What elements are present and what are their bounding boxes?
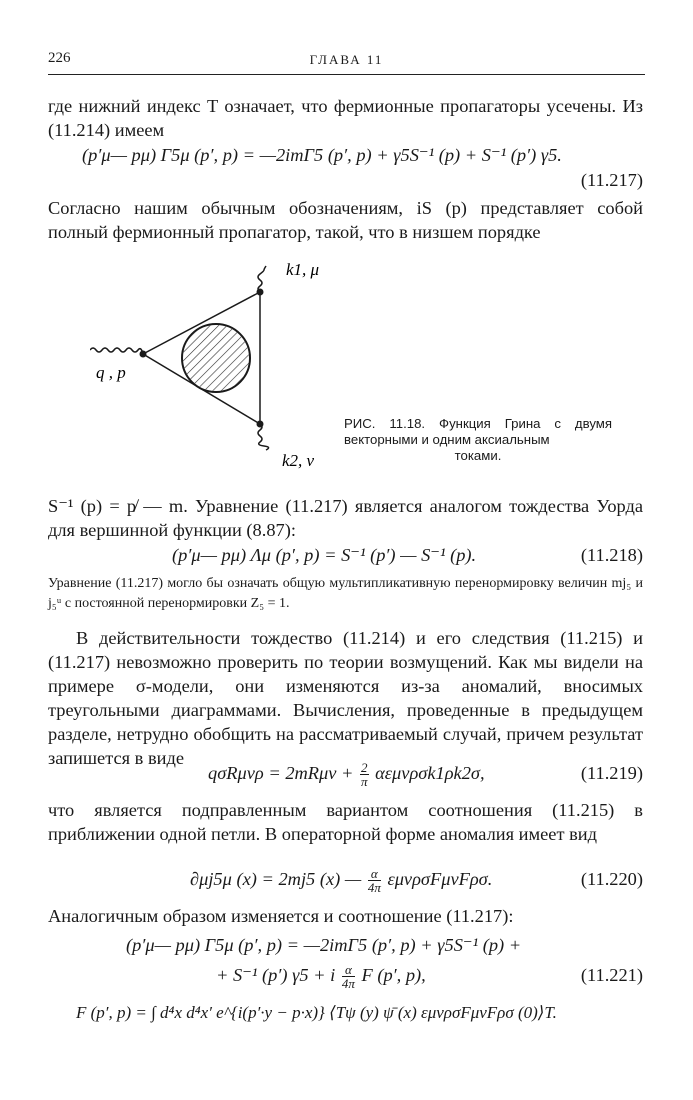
equation-11-219-right: αεμνρσk1ρk2σ,	[375, 763, 485, 783]
paragraph-1: где нижний индекс T означает, что фермионные пропагаторы усечены. Из (11.214) имеем	[48, 96, 643, 140]
paragraph-7: Аналогичным образом изменяется и соотношение (11.217):	[48, 906, 514, 926]
equation-11-220	[48, 866, 643, 896]
equation-f-definition-body: F (p′, p) = ∫ d⁴x d⁴x′ e^{i(p′·y − p·x)} ⟨Tψ (y) ψ̄ (x) εμνρσFμνFρσ (0)⟩T.	[76, 1003, 557, 1022]
equation-11-221-line-2-left: + S⁻¹ (p′) γ5 + i	[216, 965, 336, 985]
paragraph-2: Согласно нашим обычным обозначениям, iS (p) представляет собой полный фермионный пропагатор, такой, что в низшем порядке	[48, 198, 643, 242]
figure-caption	[344, 416, 612, 464]
equation-11-218-body: (p′μ— pμ) Λμ (p′, p) = S⁻¹ (p′) — S⁻¹ (p).	[172, 545, 477, 565]
equation-11-221-line-1-body: (p′μ— pμ) Γ5μ (p′, p) = —2imΓ5 (p′, p) + γ5S⁻¹ (p) +	[126, 935, 522, 955]
fraction-alpha-over-4pi	[368, 867, 381, 894]
equation-number-11-219: (11.219)	[580, 763, 643, 783]
vector-current-wavy-line-1	[258, 266, 266, 292]
equation-number-11-218: (11.218)	[580, 545, 643, 565]
label-k1-mu: k1, μ	[286, 260, 320, 279]
paragraph-5: В действительности тождество (11.214) и его следствия (11.215) и (11.217) невозможно проверить по теории возмущений. Как мы видели на примере σ-модели, они изменяются из-за аномалий, вносимых треугольными диаграммами. Вычисления, проведенные в предыдущем разделе, нетрудно обобщить на рассматриваемый случай, причем результат запишется в виде	[48, 628, 643, 768]
equation-11-217-number-row	[48, 167, 643, 193]
equation-number-11-217: (11.217)	[580, 170, 643, 190]
paragraph-3: S⁻¹ (p) = p̸ — m. Уравнение (11.217) является аналогом тождества Уорда для вершинной функции (8.87):	[48, 496, 643, 540]
equation-11-217-body: (p′μ— pμ) Γ5μ (p′, p) = —2imΓ5 (p′, p) + γ5S⁻¹ (p) + S⁻¹ (p′) γ5.	[82, 145, 562, 165]
vertex-dot-q	[140, 351, 147, 358]
equation-11-219-body	[208, 760, 485, 788]
equation-11-218	[48, 542, 643, 568]
equation-11-221-line-2-right: F (p′, p),	[361, 965, 426, 985]
blob-hatching	[183, 325, 249, 391]
running-header	[48, 50, 645, 74]
equation-11-219-left: qσRμνρ = 2mRμν +	[208, 763, 354, 783]
paragraph-6: что является подправленным вариантом соотношения (11.215) в приближении одной петли. В операторной форме аномалия имеет вид	[48, 800, 643, 844]
fraction-numerator: α	[368, 867, 381, 881]
vector-current-wavy-line-2	[258, 424, 269, 450]
fraction-numerator: 2	[361, 760, 368, 776]
equation-11-221-line-2-body	[216, 962, 426, 990]
equation-11-221-line-1	[48, 932, 643, 958]
axial-current-wavy-line	[90, 348, 143, 354]
header-rule	[48, 74, 645, 75]
fraction-2-over-pi	[360, 761, 369, 788]
equation-11-220-left: ∂μj5μ (x) = 2mj5 (x) —	[190, 869, 362, 889]
equation-11-219	[48, 760, 643, 790]
page-number: 226	[48, 50, 71, 66]
equation-number-11-221: (11.221)	[580, 965, 643, 985]
equation-11-217	[48, 142, 643, 168]
chapter-title: ГЛАВА 11	[309, 52, 384, 67]
fraction-denominator: π	[361, 774, 368, 790]
vertex-dot-k2	[257, 421, 264, 428]
label-q-p: q , p	[96, 363, 126, 382]
label-k2-nu: k2, ν	[282, 451, 315, 470]
paragraph-4-small: Уравнение (11.217) могло бы означать общую мультипликативную перенормировку величин mj₅ и j₅ᵘ с постоянной перенормировки Z₅ = 1.	[48, 576, 643, 611]
vertex-dot-k1	[257, 289, 264, 296]
fraction-alpha-over-4pi-2	[342, 963, 355, 990]
equation-number-11-220: (11.220)	[580, 869, 643, 889]
caption-text: РИС. 11.18. Функция Грина с двумя векторными и одним аксиальным	[344, 416, 612, 447]
equation-11-221-line-2	[48, 962, 643, 992]
caption-last-line: токами.	[454, 448, 502, 463]
equation-11-220-right: εμνρσFμνFρσ.	[387, 869, 493, 889]
equation-11-220-body	[190, 866, 492, 894]
fraction-denominator: 4π	[367, 880, 381, 896]
equation-f-definition	[48, 1000, 643, 1026]
fraction-denominator: 4π	[341, 976, 355, 992]
fraction-numerator: α	[342, 963, 355, 977]
